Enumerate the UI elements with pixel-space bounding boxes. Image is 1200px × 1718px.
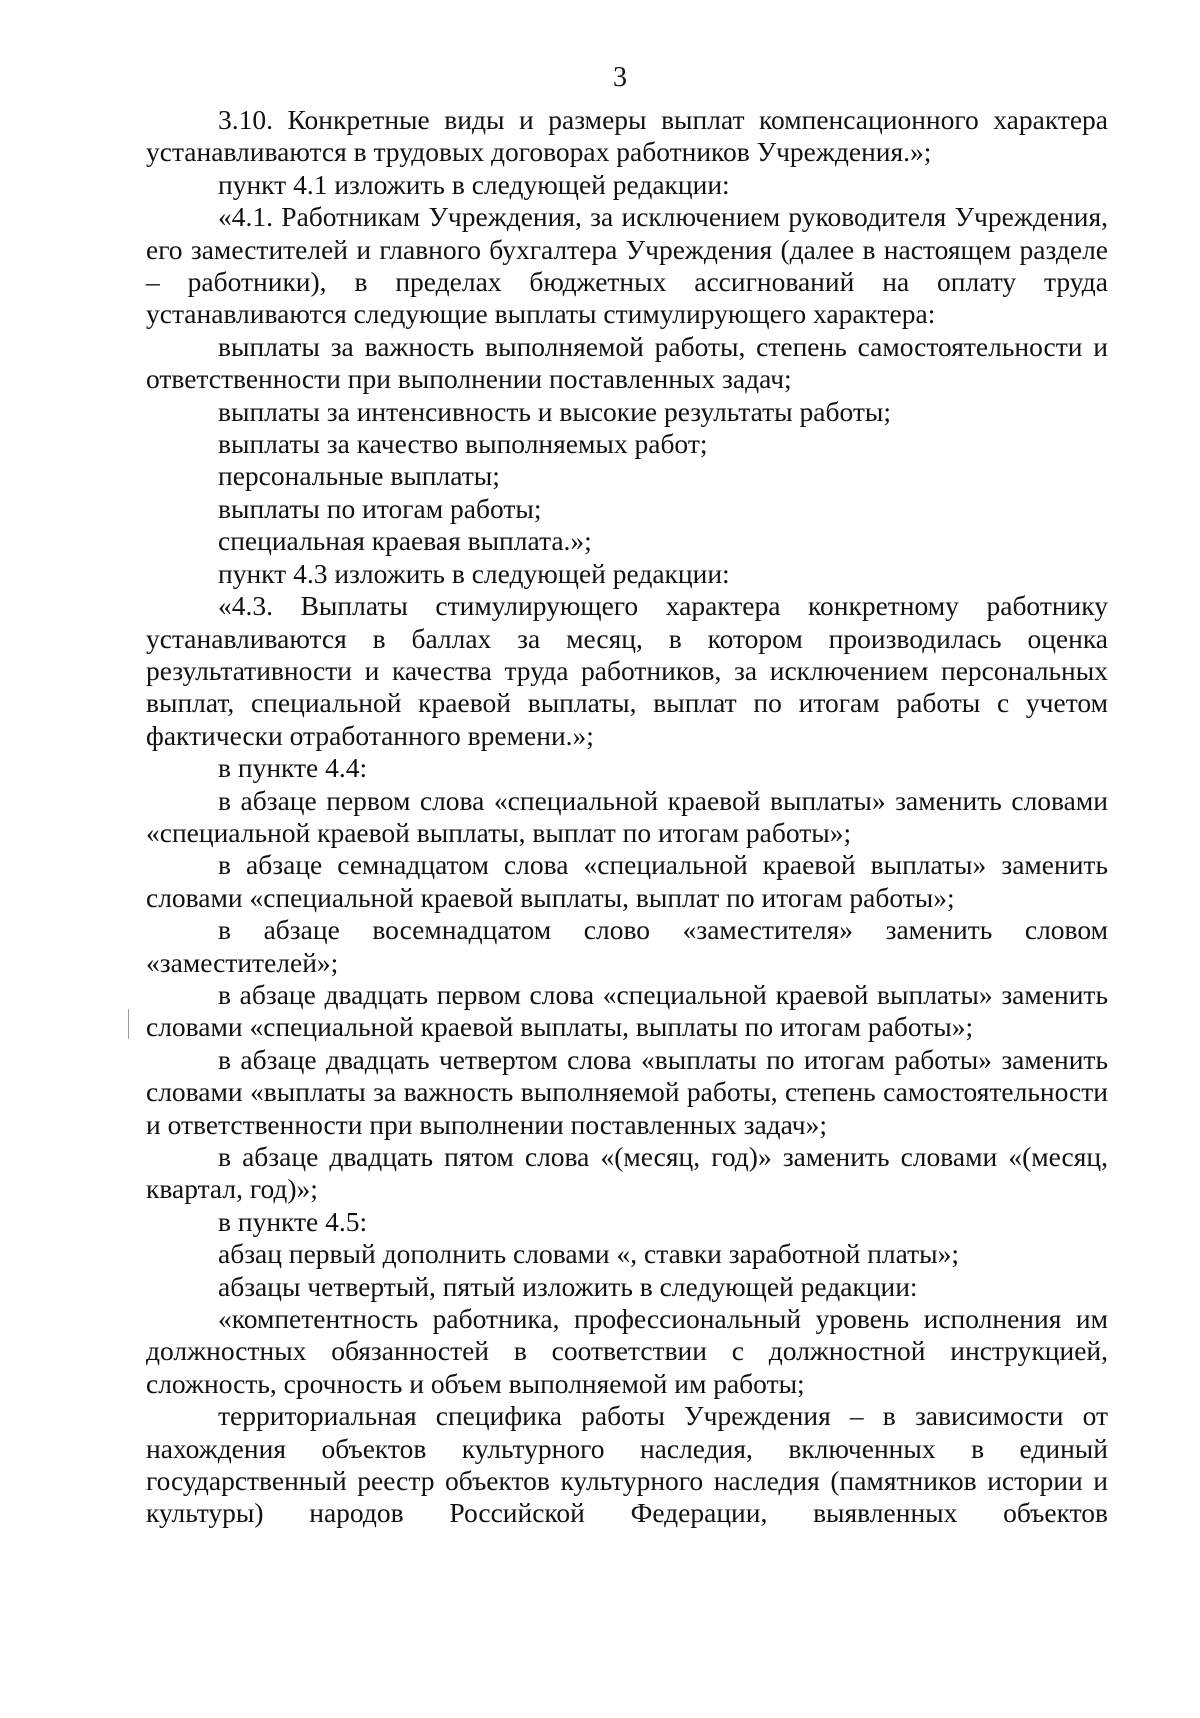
paragraph-4-4-eighteenth: в абзаце восемнадцатом слово «заместителя» заменить словом «заместителей»;	[146, 914, 1108, 978]
paragraph-4-1: «4.1. Работникам Учреждения, за исключением руководителя Учреждения, его заместителей и главного бухгалтера Учреждения (далее в настоящем разделе – работники), в пределах бюджетных ассигнований на оплату труда устанавливаются следующие выплаты стимулирующего характера:	[146, 201, 1108, 330]
paragraph-point-4-3-intro: пункт 4.3 изложить в следующей редакции:	[218, 557, 730, 589]
paragraph-4-4-first: в абзаце первом слова «специальной краевой выплаты» заменить словами «специальной краевой выплаты, выплат по итогам работы»;	[146, 784, 1108, 848]
paragraph-3-10: 3.10. Конкретные виды и размеры выплат компенсационного характера устанавливаются в трудовых договорах работников Учреждения.»;	[146, 104, 1108, 168]
list-item-personal: персональные выплаты;	[218, 460, 500, 492]
paragraph-4-4-twenty-fourth: в абзаце двадцать четвертом слова «выплаты по итогам работы» заменить словами «выплаты за важность выполняемой работы, степень самостоятельности и ответственности при выполнении поставленных задач»;	[146, 1043, 1108, 1140]
list-item-results: выплаты по итогам работы;	[218, 492, 542, 524]
paragraph-4-5-fourth-fifth: абзацы четвертый, пятый изложить в следующей редакции:	[218, 1270, 918, 1302]
paragraph-4-4-twenty-first: в абзаце двадцать первом слова «специальной краевой выплаты» заменить словами «специальной краевой выплаты, выплаты по итогам работы»;	[146, 978, 1108, 1043]
document-body	[146, 104, 1108, 1530]
paragraph-territorial: территориальная специфика работы Учреждения – в зависимости от нахождения объектов культурного наследия, включенных в единый государственный реестр объектов культурного наследия (памятников истории и культуры) народов Российской Федерации, выявленных объектов	[146, 1400, 1108, 1529]
paragraph-point-4-5: в пункте 4.5:	[218, 1205, 368, 1237]
scan-artifact-line	[128, 1009, 129, 1039]
paragraph-point-4-4: в пункте 4.4:	[218, 752, 368, 784]
page-number: 3	[613, 62, 627, 93]
paragraph-point-4-1-intro: пункт 4.1 изложить в следующей редакции:	[218, 168, 730, 200]
list-item-importance: выплаты за важность выполняемой работы, степень самостоятельности и ответственности при выполнении поставленных задач;	[146, 330, 1108, 395]
paragraph-4-5-first: абзац первый дополнить словами «, ставки заработной платы»;	[218, 1238, 960, 1270]
list-item-intensity: выплаты за интенсивность и высокие результаты работы;	[218, 395, 891, 427]
paragraph-competence: «компетентность работника, профессиональный уровень исполнения им должностных обязанностей в соответствии с должностной инструкцией, сложность, срочность и объем выполняемой им работы;	[146, 1303, 1108, 1399]
paragraph-4-4-seventeenth: в абзаце семнадцатом слова «специальной краевой выплаты» заменить словами «специальной краевой выплаты, выплат по итогам работы»;	[146, 849, 1108, 913]
list-item-regional: специальная краевая выплата.»;	[218, 525, 592, 557]
paragraph-4-4-twenty-fifth: в абзаце двадцать пятом слова «(месяц, год)» заменить словами «(месяц, квартал, год)»;	[146, 1141, 1108, 1205]
list-item-quality: выплаты за качество выполняемых работ;	[218, 428, 708, 460]
paragraph-4-3: «4.3. Выплаты стимулирующего характера конкретному работнику устанавливаются в баллах за месяц, в котором производилась оценка результативности и качества труда работников, за исключением персональных выплат, специальной краевой выплаты, выплат по итогам работы с учетом фактически отработанного времени.»;	[146, 590, 1108, 751]
